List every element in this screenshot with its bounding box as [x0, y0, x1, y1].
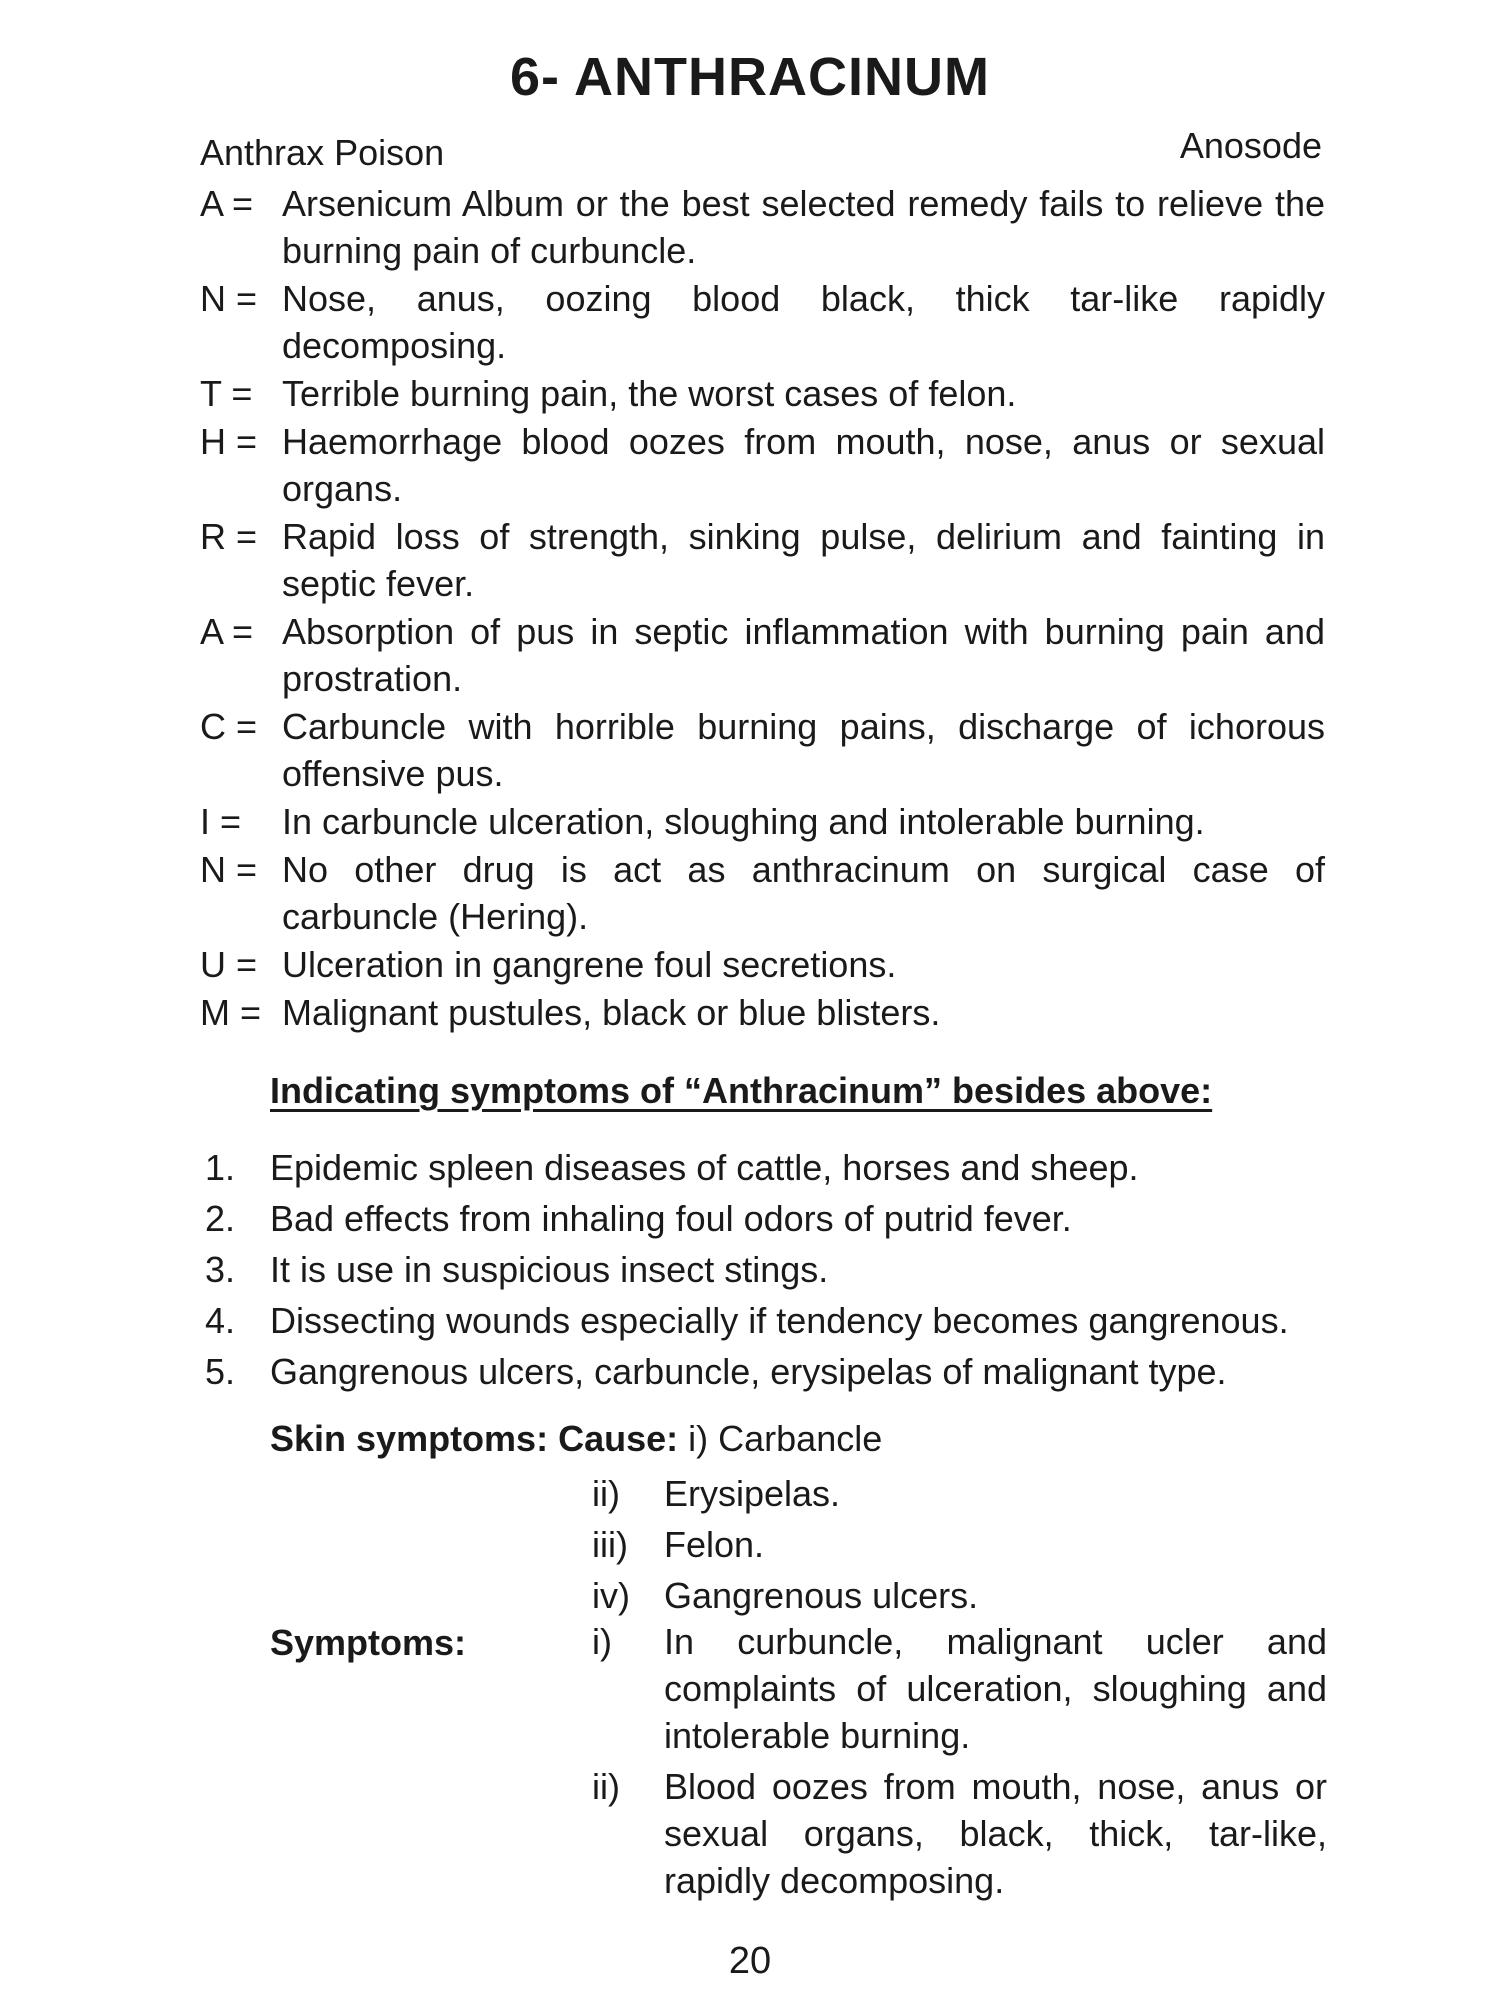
acrostic-item	[200, 846, 1325, 940]
acrostic-text: Rapid loss of strength, sinking pulse, delirium and fainting in septic fever.	[282, 516, 1325, 604]
item-number: ii)	[592, 1473, 620, 1514]
item-text: Gangrenous ulcers, carbuncle, erysipelas of malignant type.	[270, 1351, 1227, 1392]
skin-symptoms-row	[270, 1418, 882, 1460]
list-item	[205, 1193, 1330, 1244]
symptoms-label: Symptoms:	[270, 1622, 467, 1663]
subtitle-left: Anthrax Poison	[200, 132, 445, 173]
subtitle-right: Anosode	[1179, 125, 1322, 166]
skin-first-text: Carbancle	[718, 1418, 883, 1459]
skin-first-numeral: i)	[688, 1418, 709, 1459]
acrostic-letter: I =	[200, 801, 242, 842]
item-text: Blood oozes from mouth, nose, anus or sexual organs, black, thick, tar-like, rapidly decomposing.	[664, 1766, 1327, 1901]
list-item	[592, 1570, 978, 1621]
acrostic-letter: A =	[200, 611, 254, 652]
item-number: iv)	[592, 1575, 630, 1616]
acrostic-text: Haemorrhage blood oozes from mouth, nose, anus or sexual organs.	[282, 421, 1325, 509]
acrostic-text: Absorption of pus in septic inflammation with burning pain and prostration.	[282, 611, 1325, 699]
acrostic-text: Carbuncle with horrible burning pains, discharge of ichorous offensive pus.	[282, 706, 1325, 794]
acrostic-text: Arsenicum Album or the best selected remedy fails to relieve the burning pain of curbuncle.	[282, 183, 1325, 271]
item-number: 2.	[205, 1198, 236, 1239]
acrostic-letter: N =	[200, 278, 258, 319]
list-item	[205, 1295, 1330, 1346]
acrostic-letter: M =	[200, 992, 262, 1033]
acrostic-letter: C =	[200, 706, 258, 747]
item-text: Dissecting wounds especially if tendency becomes gangrenous.	[270, 1300, 1289, 1341]
symptoms-list	[592, 1618, 1327, 1908]
indicating-symptoms-heading: Indicating symptoms of “Anthracinum” besides above:	[270, 1070, 1213, 1111]
acrostic-item	[200, 513, 1325, 607]
item-text: Epidemic spleen diseases of cattle, horses and sheep.	[270, 1147, 1139, 1188]
item-text: Bad effects from inhaling foul odors of putrid fever.	[270, 1198, 1072, 1239]
list-item	[205, 1346, 1330, 1397]
list-item	[592, 1519, 978, 1570]
list-item	[592, 1763, 1327, 1904]
acrostic-text: Malignant pustules, black or blue blisters.	[282, 992, 941, 1033]
acrostic-text: No other drug is act as anthracinum on surgical case of carbuncle (Hering).	[282, 849, 1325, 937]
acrostic-item	[200, 608, 1325, 702]
acrostic-item	[200, 703, 1325, 797]
list-item	[205, 1244, 1330, 1295]
acrostic-item	[200, 989, 1325, 1036]
item-text: Felon.	[664, 1524, 765, 1565]
acrostic-item	[200, 941, 1325, 988]
acrostic-item	[200, 798, 1325, 845]
item-text: It is use in suspicious insect stings.	[270, 1249, 829, 1290]
item-number: 3.	[205, 1249, 236, 1290]
acrostic-item	[200, 370, 1325, 417]
item-number: 4.	[205, 1300, 236, 1341]
list-item	[205, 1142, 1330, 1193]
acrostic-letter: T =	[200, 373, 253, 414]
item-text: Gangrenous ulcers.	[664, 1575, 979, 1616]
acrostic-item	[200, 180, 1325, 274]
acrostic-text: Ulceration in gangrene foul secretions.	[282, 944, 897, 985]
skin-causes-list	[592, 1468, 978, 1621]
acrostic-list	[200, 180, 1325, 1037]
item-number: ii)	[592, 1766, 620, 1807]
acrostic-text: Terrible burning pain, the worst cases of felon.	[282, 373, 1017, 414]
list-item	[592, 1468, 978, 1519]
acrostic-item	[200, 275, 1325, 369]
acrostic-letter: N =	[200, 849, 258, 890]
skin-symptoms-label: Skin symptoms: Cause:	[270, 1418, 679, 1459]
item-number: 5.	[205, 1351, 236, 1392]
acrostic-letter: A =	[200, 183, 254, 224]
acrostic-letter: U =	[200, 944, 258, 985]
item-number: iii)	[592, 1524, 628, 1565]
page-number: 20	[728, 1940, 772, 1982]
list-item	[592, 1618, 1327, 1759]
acrostic-text: Nose, anus, oozing blood black, thick tar-like rapidly decomposing.	[282, 278, 1325, 366]
acrostic-letter: R =	[200, 516, 258, 557]
page-title: 6- ANTHRACINUM	[510, 47, 990, 107]
item-number: 1.	[205, 1147, 236, 1188]
acrostic-text: In carbuncle ulceration, sloughing and intolerable burning.	[282, 801, 1205, 842]
item-number: i)	[592, 1621, 612, 1662]
indicating-symptoms-list	[205, 1142, 1330, 1397]
item-text: Erysipelas.	[664, 1473, 841, 1514]
item-text: In curbuncle, malignant ucler and complaints of ulceration, sloughing and intolerable burning.	[664, 1621, 1327, 1756]
acrostic-letter: H =	[200, 421, 258, 462]
acrostic-item	[200, 418, 1325, 512]
